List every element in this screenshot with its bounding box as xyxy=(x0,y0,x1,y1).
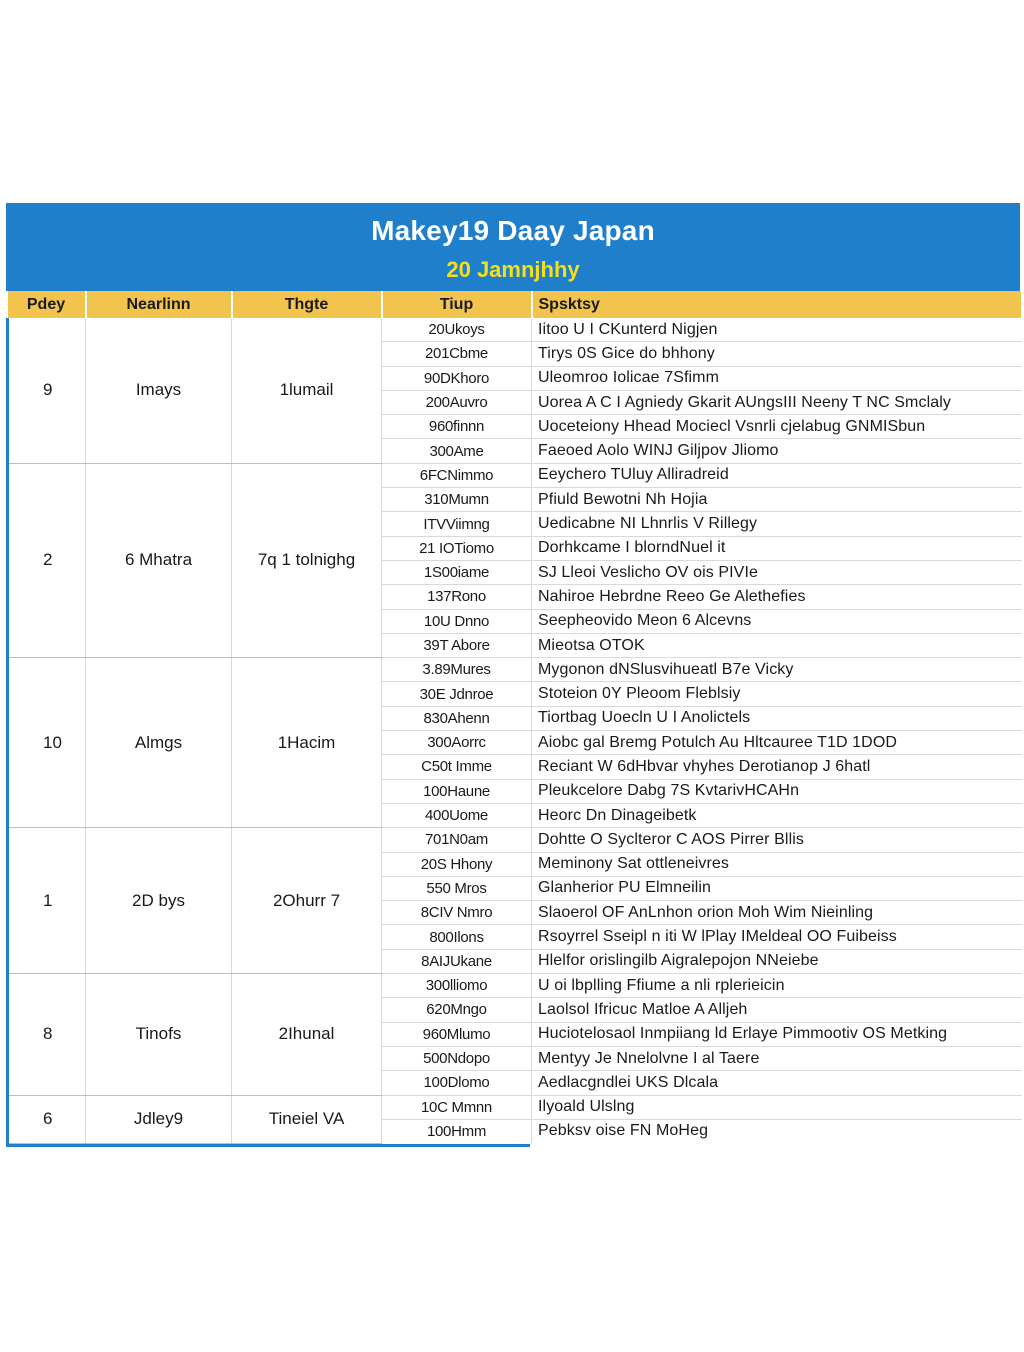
column-header: Nearlinn xyxy=(86,291,232,318)
theme-cell: Tineiel VA xyxy=(232,1095,382,1143)
description-cell: Huciotelosaol Inmpiiang ld Erlaye Pimmootiv OS Metking xyxy=(532,1022,1022,1046)
schedule-body xyxy=(8,318,1022,1143)
description-cell: Stoteion 0Y Pleoom Fleblsiy xyxy=(532,682,1022,706)
time-cell: 830Ahenn xyxy=(382,706,532,730)
day-cell: 6 xyxy=(8,1095,86,1143)
time-cell: 300Aorrc xyxy=(382,731,532,755)
description-cell: Pebksv oise FN MoHeg xyxy=(538,1122,709,1140)
description-cell: Heorc Dn Dinageibetk xyxy=(532,803,1022,827)
schedule-table xyxy=(6,291,1023,1144)
time-cell: 1S00iame xyxy=(382,560,532,584)
category-cell: 2D bys xyxy=(86,828,232,974)
time-cell: 300Ame xyxy=(382,439,532,463)
description-cell: Nahiroe Hebrdne Reeo Ge Alethefies xyxy=(532,585,1022,609)
day-cell: 1 xyxy=(8,828,86,974)
column-header: Spsktsy xyxy=(532,291,1022,318)
description-cell: Uoceteiony Hhead Mociecl Vsnrli cjelabug GNMISbun xyxy=(532,415,1022,439)
time-cell: 6FCNimmo xyxy=(382,463,532,487)
description-cell: Meminony Sat ottleneivres xyxy=(532,852,1022,876)
description-cell: Laolsol Ifricuc Matloe A Alljeh xyxy=(532,998,1022,1022)
description-cell: Uedicabne NI Lhnrlis V Rillegy xyxy=(532,512,1022,536)
bottom-rule xyxy=(6,1144,530,1147)
description-cell: Tiortbag Uoecln U I Anolictels xyxy=(532,706,1022,730)
time-cell: 960Mlumo xyxy=(382,1022,532,1046)
theme-cell: 2Ihunal xyxy=(232,974,382,1095)
day-cell: 10 xyxy=(8,658,86,828)
table-row xyxy=(8,974,1022,998)
description-cell: Seepheovido Meon 6 Alcevns xyxy=(532,609,1022,633)
category-cell: Almgs xyxy=(86,658,232,828)
page-title: Makey19 Daay Japan xyxy=(371,215,655,246)
time-cell: 8AIJUkane xyxy=(382,949,532,973)
description-cell: Rsoyrrel Sseipl n iti W lPlay IMeldeal OO Fuibeiss xyxy=(532,925,1022,949)
description-cell: Iitoo U I CKunterd Nigjen xyxy=(532,318,1022,342)
table-row xyxy=(8,658,1022,682)
description-cell: Mentyy Je Nnelolvne I al Taere xyxy=(532,1046,1022,1070)
time-cell: 310Mumn xyxy=(382,488,532,512)
description-cell: Reciant W 6dHbvar vhyhes Derotianop J 6hatl xyxy=(532,755,1022,779)
time-cell: 8CIV Nmro xyxy=(382,901,532,925)
table-row xyxy=(8,463,1022,487)
description-cell: Mygonon dNSlusvihueatl B7e Vicky xyxy=(532,658,1022,682)
category-cell: Jdley9 xyxy=(86,1095,232,1143)
theme-cell: 1lumail xyxy=(232,318,382,463)
category-cell: Tinofs xyxy=(86,974,232,1095)
time-cell: 100Dlomo xyxy=(382,1071,532,1095)
title-banner xyxy=(6,203,1020,291)
time-cell: 10C Mmnn xyxy=(382,1095,532,1119)
description-cell: Pfiuld Bewotni Nh Hojia xyxy=(532,488,1022,512)
time-cell: 800Ilons xyxy=(382,925,532,949)
time-cell: 500Ndopo xyxy=(382,1046,532,1070)
description-cell: Mieotsa OTOK xyxy=(532,633,1022,657)
schedule-sheet xyxy=(6,203,1020,1147)
column-header: Pdey xyxy=(8,291,86,318)
time-cell: 137Rono xyxy=(382,585,532,609)
category-cell: 6 Mhatra xyxy=(86,463,232,657)
description-cell: Uorea A C I Agniedy Gkarit AUngsIII Neeny T NC Smclaly xyxy=(532,390,1022,414)
time-cell: 20S Hhony xyxy=(382,852,532,876)
theme-cell: 2Ohurr 7 xyxy=(232,828,382,974)
theme-cell: 1Hacim xyxy=(232,658,382,828)
day-cell: 8 xyxy=(8,974,86,1095)
day-cell: 2 xyxy=(8,463,86,657)
description-cell: Glanherior PU Elmneilin xyxy=(532,876,1022,900)
table-row xyxy=(8,1095,1022,1119)
time-cell: 10U Dnno xyxy=(382,609,532,633)
time-cell: 620Mngo xyxy=(382,998,532,1022)
time-cell: 960finnn xyxy=(382,415,532,439)
description-cell: Slaoerol OF AnLnhon orion Moh Wim Nieinling xyxy=(532,901,1022,925)
column-header: Thgte xyxy=(232,291,382,318)
page-subtitle: 20 Jamnjhhy xyxy=(446,257,580,282)
description-cell: Tirys 0S Gice do bhhony xyxy=(532,342,1022,366)
header-row xyxy=(8,291,1022,318)
time-cell: 550 Mros xyxy=(382,876,532,900)
time-cell: 20Ukoys xyxy=(382,318,532,342)
time-cell: 100Haune xyxy=(382,779,532,803)
time-cell: 100Hmm xyxy=(382,1119,532,1143)
table-row xyxy=(8,318,1022,342)
time-cell: 201Cbme xyxy=(382,342,532,366)
description-cell: Dorhkcame I blorndNuel it xyxy=(532,536,1022,560)
description-cell: Uleomroo Iolicae 7Sfimm xyxy=(532,366,1022,390)
time-cell: ITVViimng xyxy=(382,512,532,536)
time-cell: 30E Jdnroe xyxy=(382,682,532,706)
time-cell: 300lliomo xyxy=(382,974,532,998)
description-cell: U oi lbplling Ffiume a nli rplerieicin xyxy=(532,974,1022,998)
table-row xyxy=(8,828,1022,852)
theme-cell: 7q 1 tolnighg xyxy=(232,463,382,657)
time-cell: 200Auvro xyxy=(382,390,532,414)
description-cell: Pleukcelore Dabg 7S KvtarivHCAHn xyxy=(532,779,1022,803)
time-cell: 39T Abore xyxy=(382,633,532,657)
time-cell: 701N0am xyxy=(382,828,532,852)
description-cell: Ilyoald Ulslng xyxy=(532,1095,1022,1119)
time-cell: 90DKhoro xyxy=(382,366,532,390)
category-cell: Imays xyxy=(86,318,232,463)
description-cell: Faeoed Aolo WINJ Giljpov Jliomo xyxy=(532,439,1022,463)
time-cell: 21 IOTiomo xyxy=(382,536,532,560)
time-cell: 400Uome xyxy=(382,803,532,827)
description-cell: Aiobc gal Bremg Potulch Au Hltcauree T1D 1DOD xyxy=(532,731,1022,755)
column-header: Tiup xyxy=(382,291,532,318)
time-cell: 3.89Mures xyxy=(382,658,532,682)
description-cell: Dohtte O Syclteror C AOS Pirrer Bllis xyxy=(532,828,1022,852)
description-cell: Hlelfor orislingilb Aigralepojon NNeiebe xyxy=(532,949,1022,973)
description-cell: SJ Lleoi Veslicho OV ois PIVIe xyxy=(532,560,1022,584)
time-cell: C50t Imme xyxy=(382,755,532,779)
description-cell: Eeychero TUluy Alliradreid xyxy=(532,463,1022,487)
day-cell: 9 xyxy=(8,318,86,463)
description-cell: Aedlacgndlei UKS Dlcala xyxy=(532,1071,1022,1095)
